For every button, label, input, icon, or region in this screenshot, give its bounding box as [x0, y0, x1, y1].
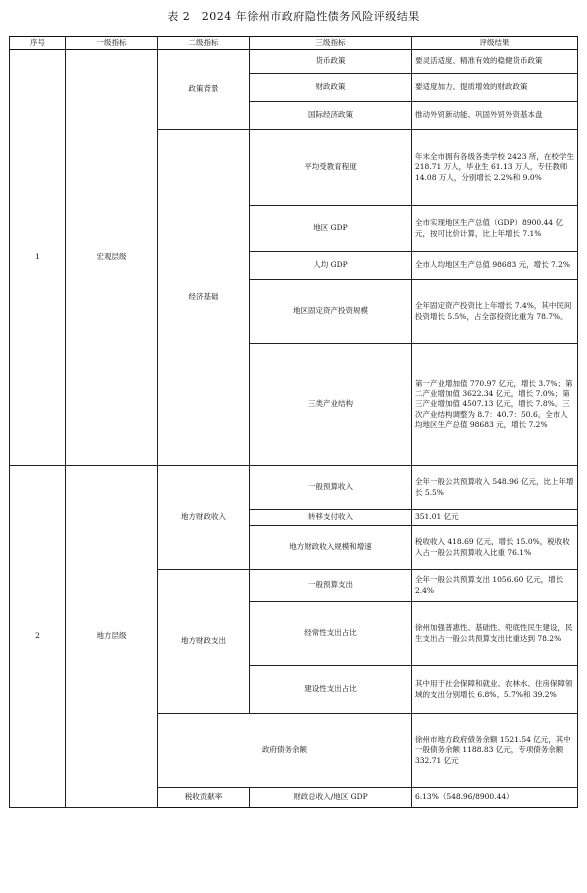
row-level3: 一般预算支出 — [250, 570, 412, 602]
row-level2: 税收贡献率 — [158, 788, 250, 808]
row-result: 徐州市地方政府债务余额 1521.54 亿元，其中一般债务余额 1188.83 亿元，专项债务余额 332.71 亿元 — [412, 714, 578, 788]
row-level3: 国际经济政策 — [250, 102, 412, 130]
row-level3: 转移支付收入 — [250, 510, 412, 526]
row-result: 6.13%（548.96/8900.44） — [412, 788, 578, 808]
row-result: 税收收入 418.69 亿元，增长 15.0%，税收收入占一般公共预算收入比重 76.1% — [412, 526, 578, 570]
header-result: 评级结果 — [412, 37, 578, 50]
row-result: 全年固定资产投资比上年增长 7.4%，其中民间投资增长 5.5%，占全部投资比重为 78.7%。 — [412, 280, 578, 344]
row-result: 其中用于社会保障和就业、农林水、住房保障领域的支出分别增长 6.8%、5.7%和 39.2% — [412, 666, 578, 714]
row-result: 徐州加强普惠性、基础性、兜底性民生建设，民生支出占一般公共预算支出比重达到 78.2% — [412, 602, 578, 666]
row-level3: 地方财政收入规模和增速 — [250, 526, 412, 570]
row-level2: 地方财政收入 — [158, 466, 250, 570]
row-level3: 一般预算收入 — [250, 466, 412, 510]
table-row — [10, 50, 578, 74]
row-result: 全市人均地区生产总值 98683 元，增长 7.2% — [412, 252, 578, 280]
row-level3: 地区固定资产投资规模 — [250, 280, 412, 344]
row-level3: 货币政策 — [250, 50, 412, 74]
row-level3: 财政总收入/地区 GDP — [250, 788, 412, 808]
header-index: 序号 — [10, 37, 66, 50]
row-result: 全年一般公共预算收入 548.96 亿元，比上年增长 5.5% — [412, 466, 578, 510]
row-level3: 地区 GDP — [250, 206, 412, 252]
row-result: 要适度加力、提质增效的财政政策 — [412, 74, 578, 102]
table-title: 表 2 2024 年徐州市政府隐性债务风险评级结果 — [167, 10, 420, 23]
header-level1: 一级指标 — [66, 37, 158, 50]
row-result: 全年一般公共预算支出 1056.60 亿元，增长 2.4% — [412, 570, 578, 602]
row-level3: 人均 GDP — [250, 252, 412, 280]
row-level1: 宏观层级 — [66, 50, 158, 466]
risk-rating-table — [9, 36, 578, 808]
row-result: 推动外贸新动能、巩固外贸外资基本盘 — [412, 102, 578, 130]
row-level3: 经常性支出占比 — [250, 602, 412, 666]
row-result: 全市实现地区生产总值（GDP）8900.44 亿元，按可比价计算，比上年增长 7.1% — [412, 206, 578, 252]
table-row — [10, 466, 578, 510]
row-level3: 三类产业结构 — [250, 344, 412, 466]
header-level3: 三级指标 — [250, 37, 412, 50]
row-level2: 政策背景 — [158, 50, 250, 130]
row-level3: 财政政策 — [250, 74, 412, 102]
header-row — [10, 37, 578, 50]
row-level2: 政府债务余额 — [158, 714, 412, 788]
row-level3: 建设性支出占比 — [250, 666, 412, 714]
row-index: 1 — [10, 50, 66, 466]
row-level1: 地方层级 — [66, 466, 158, 808]
row-level2: 经济基础 — [158, 130, 250, 466]
row-level2: 地方财政支出 — [158, 570, 250, 714]
row-result: 年末全市拥有各级各类学校 2423 所，在校学生 218.71 万人，毕业生 61.13 万人，专任教师 14.08 万人，分别增长 2.2%和 9.0% — [412, 130, 578, 206]
row-result: 351.01 亿元 — [412, 510, 578, 526]
row-level3: 平均受教育程度 — [250, 130, 412, 206]
header-level2: 二级指标 — [158, 37, 250, 50]
row-result: 要灵活适度、精准有效的稳健货币政策 — [412, 50, 578, 74]
row-index: 2 — [10, 466, 66, 808]
row-result: 第一产业增加值 770.97 亿元，增长 3.7%；第二产业增加值 3622.34 亿元，增长 7.0%；第三产业增加值 4507.13 亿元，增长 7.8%。三次产业结构调整为 8.7：40.7：50.6。全市人均地区生产总值 98683 元，增长 7.2% — [412, 344, 578, 466]
